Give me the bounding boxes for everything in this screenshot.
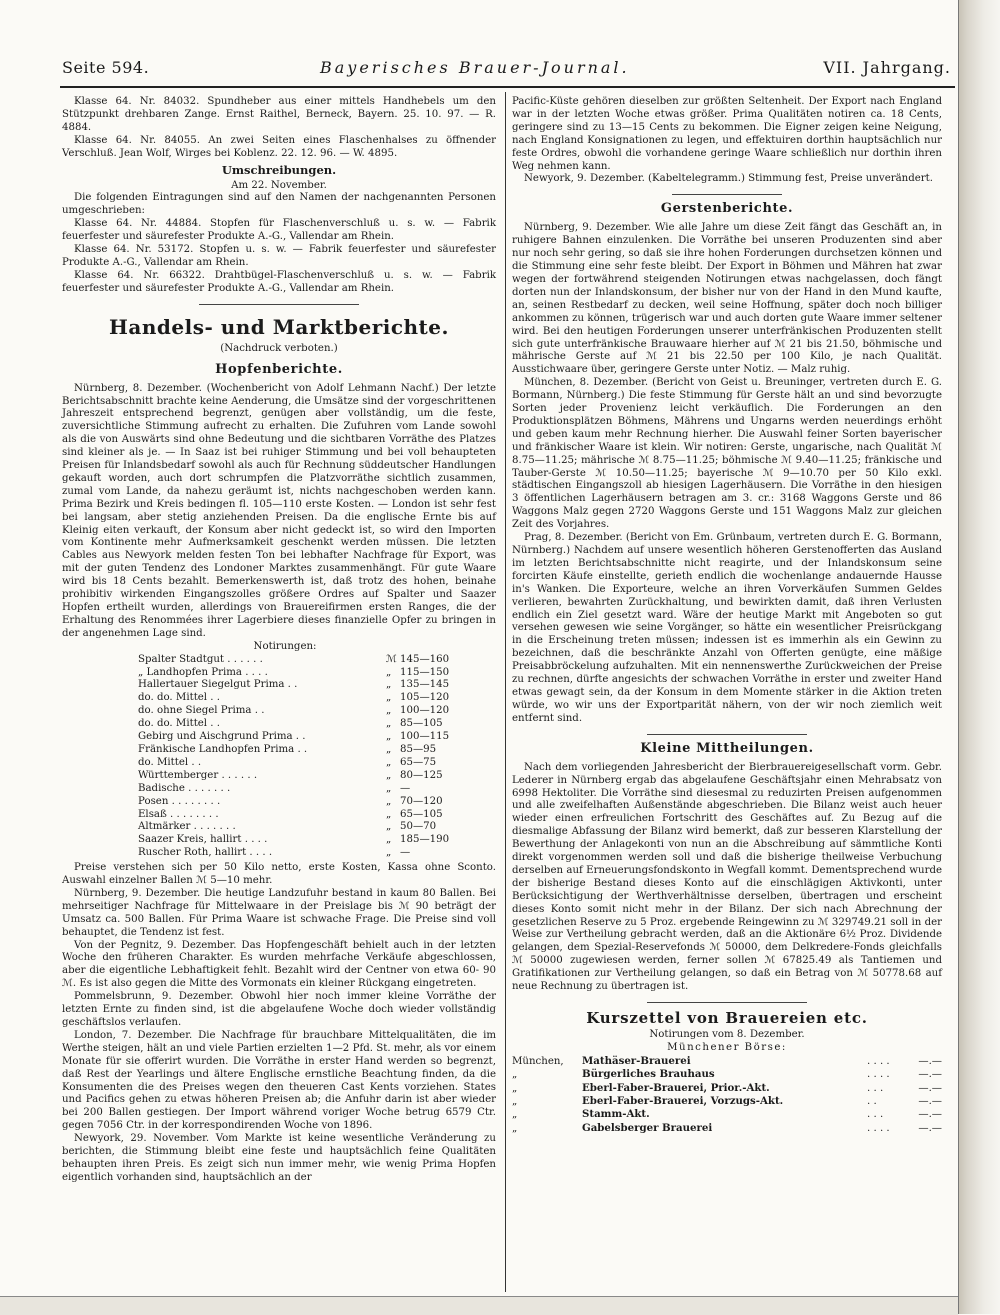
price-range: 80—125 xyxy=(400,769,443,781)
brewery-quote: —.— xyxy=(918,1122,942,1134)
reprint-note: (Nachdruck verboten.) xyxy=(220,342,338,354)
leader-dots: . . . . xyxy=(867,1055,890,1067)
price-currency: ℳ xyxy=(386,653,397,665)
price-currency: „ xyxy=(386,705,392,717)
column-divider xyxy=(505,92,506,1292)
journal-title: Bayerisches Brauer-Journal. xyxy=(320,58,630,77)
umschreibung-entry: Klasse 64. Nr. 53172. Stopfen u. s. w. — Fabrik feuerfester und säurefester Produkte A.-G., Vallendar am Rhein. xyxy=(62,244,496,268)
price-range: 85—105 xyxy=(400,718,443,730)
brewery-quote: —.— xyxy=(918,1055,942,1067)
brewery-name: Bürgerliches Brauhaus xyxy=(582,1068,715,1081)
price-range: 70—120 xyxy=(400,795,443,807)
price-currency: „ xyxy=(386,731,392,743)
price-currency: „ xyxy=(386,847,392,859)
barley-report-muenchen: München, 8. Dezember. (Bericht von Geist u. Breuninger, vertreten durch E. G. Bormann, Nürnberg.) Die feste Stimmung für Gerste hält an und sind bevorzugte Sorten jeder Provenienz leicht verkäuflich. Die Forderungen an den Produktionsplätzen Böhmens, Mährens und Ungarns werden neuerdings erhöht und geben kaum mehr Rechnung hierher. Die Auswahl feiner Sorten bayerischer und fränkischer Waare ist klein. Wir notiren: Gerste, ungarische, nach Qualität ℳ 8.75—11.25; mährische ℳ 8.75—11.25; böhmische ℳ 9.40—11.25; fränkische und Tauber-Gerste ℳ 10.50—11.25; bayerische ℳ 9—10.70 per 50 Kilo exkl. städtischen Eingangszoll ab hiesigen Lagerhäusern. Die Vorräthe in den hiesigen 3 öffentlichen Lagerhäusern betragen am 3. cr.: 3168 Waggons Gerste und 86 Waggons Malz gegen 2720 Waggons Gerste und 151 Waggons Malz zur gleichen Zeit des Vorjahres. xyxy=(512,377,942,531)
brewery-row xyxy=(512,1068,942,1081)
brewery-name: Mathäser-Brauerei xyxy=(582,1054,691,1067)
hop-report-london: London, 7. Dezember. Die Nachfrage für brauchbare Mittelqualitäten, die im Werthe steigen, hält an und viele Partien erzielten 1—2 Pfd. St. mehr, als vor einem Monate für sie offerirt wurden. Die Vorräthe in erster Hand werden so begrenzt, daß Rest der Yearlings und ältere Englische ernstliche Beachtung finden, da die Konsumenten die des Preises wegen den theueren Cast Kents vorziehen. States und Pacifics gehen zu etwas höheren Preisen ab; die Anfuhr darin ist aber wieder bei 200 Ballen gestiegen. Der Import während voriger Woche betrug 6579 Ctr. gegen 7056 Ctr. in der korrespondirenden Woche von 1896. xyxy=(62,1029,496,1132)
leader-dots: . . . . xyxy=(867,1122,890,1134)
brewery-quotes-date: Notirungen vom 8. Dezember. xyxy=(649,1029,805,1040)
newyork-telegram: Newyork, 9. Dezember. (Kabeltelegramm.) Stimmung fest, Preise unverändert. xyxy=(524,173,933,185)
price-currency: „ xyxy=(386,666,392,678)
price-currency: „ xyxy=(386,821,392,833)
brewery-row xyxy=(512,1122,942,1135)
hop-report-nuernberg-2: Nürnberg, 9. Dezember. Die heutige Landzufuhr bestand in kaum 80 Ballen. Bei mehrseitiger Nachfrage für Mittelwaare in der Preislage bis ℳ 90 beträgt der Umsatz ca. 500 Ballen. Für Prima Waare ist schwache Frage. Die Preise sind voll behauptet, die Tendenz ist fest. xyxy=(62,887,496,938)
price-currency: „ xyxy=(386,756,392,768)
right-column xyxy=(512,96,942,1135)
quotations-heading: Notirungen: xyxy=(253,640,317,652)
brewery-city: „ xyxy=(512,1069,518,1081)
price-row xyxy=(138,731,470,744)
brewery-city: „ xyxy=(512,1122,518,1134)
price-variety: do. Mittel . . xyxy=(138,756,202,768)
price-range: — xyxy=(400,782,411,794)
hop-report-pegnitz: Von der Pegnitz, 9. Dezember. Das Hopfengeschäft behielt auch in der letzten Woche den früheren Charakter. Es wurden mehrfache Verkäufe abgeschlossen, aber die eigentliche Lebhaftigkeit fehlt. Bezahlt wird der Centner von etwa 60- 90 ℳ. Es ist also gegen die Mitte des Vormonats ein kleiner Rückgang eingetreten. xyxy=(62,939,496,990)
price-currency: „ xyxy=(386,679,392,691)
brewery-row xyxy=(512,1108,942,1121)
umschreibungen-heading: Umschreibungen. xyxy=(221,162,337,177)
hop-report-pommelsbrunn: Pommelsbrunn, 9. Dezember. Obwohl hier noch immer kleine Vorräthe der letzten Ernte zu finden sind, ist die abgelaufene Woche doch wieder vollständig geschäftslos verlaufen. xyxy=(62,991,496,1028)
section-separator xyxy=(647,1002,807,1003)
patent-entry: Klasse 64. Nr. 84032. Spundheber aus einer mittels Handhebels um den Stützpunkt drehbaren Zange. Ernst Raithel, Berneck, Bayern. 25. 10. 97. — R. 4884. xyxy=(62,96,496,133)
leader-dots: . . . . xyxy=(867,1069,890,1081)
price-currency: „ xyxy=(386,718,392,730)
hop-report-nuernberg: Nürnberg, 8. Dezember. (Wochenbericht von Adolf Lehmann Nachf.) Der letzte Berichtsabschnitt brachte keine Aenderung, die Umsätze sind der vorgeschrittenen Jahreszeit entsprechend begrenzt, genügen aber vollständig, um die feste, zuversichtliche Stimmung aufrecht zu erhalten. Die Zufuhren vom Lande sowohl als die von Auswärts sind ohne Bedeutung und die sichtbaren Vorräthe des Platzes sind kleiner als je. — In Saaz ist bei ruhiger Stimmung und bei voll behaupteten Preisen für Inlandsbedarf sowohl als auch für Rechnung süddeutscher Handlungen gekauft worden, auch dort schrumpfen die Platzvorräthe sichtlich zusammen, zumal vom Lande, da nahezu geräumt ist, nichts nachgeschoben werden kann. Prima Bezirk und Kreis bedingen fl. 105—110 erste Kosten. — London ist sehr fest bei langsam, aber stetig anziehenden Preisen. Da die englische Ernte bis auf Kleinig eiten verkauft, der Konsum aber nicht gedeckt ist, so wird den Importen vom Kontinente mehr Aufmerksamkeit geschenkt werden müssen. Die letzten Cables aus Newyork melden festen Ton bei lebhafter Nachfrage für Export, was mit der guten Tendenz des Londoner Marktes zusammenhängt. Für gute Waare wird bis 18 Cents bezahlt. Bemerkenswerth ist, daß trotz des hohen, beinahe prohibitiv wirkenden Eingangszolles größere Ordres auf Spalter und Saazer Hopfen ertheilt wurden, allerdings von Brauereifirmen ersten Ranges, die der Erhaltung des Renommées ihrer Lagerbiere dieses finanzielle Opfer zu bringen in der angenehmen Lage sind. xyxy=(62,382,496,639)
price-currency: „ xyxy=(386,692,392,704)
hop-report-continuation: Pacific-Küste gehören dieselben zur größten Seltenheit. Der Export nach England war in der letzten Woche etwas größer. Prima Qualitäten notiren ca. 18 Cents, geringere sind zu 13—15 Cents zu bekommen. Die Eigner zeigen keine Neigung, nach England Konsignationen zu legen, und effektuiren dorthin hauptsächlich nur feste Ordres, obwohl die vorhandene geringe Waare schließlich nur dorthin ihren Weg nehmen kann. xyxy=(512,96,942,172)
price-range: 115—150 xyxy=(400,666,450,678)
umschreibungen-date: Am 22. November. xyxy=(231,179,327,191)
section-separator xyxy=(199,304,359,305)
price-variety: Elsaß . . . . . . . . xyxy=(138,808,219,820)
brewery-city: „ xyxy=(512,1109,518,1121)
price-currency: „ xyxy=(386,782,392,794)
price-range: 65—75 xyxy=(400,756,437,768)
price-row xyxy=(138,667,470,680)
price-currency: „ xyxy=(386,769,392,781)
price-range: 100—120 xyxy=(400,705,450,717)
price-variety: do. ohne Siegel Prima . . xyxy=(138,705,265,717)
brewery-quotes-heading: Kurszettel von Brauereien etc. xyxy=(586,1009,868,1027)
leader-dots: . . . xyxy=(867,1109,884,1121)
brewery-name: Eberl-Faber-Brauerei, Prior.-Akt. xyxy=(582,1081,770,1094)
brewery-name: Gabelsberger Brauerei xyxy=(582,1121,713,1134)
brewery-name: Eberl-Faber-Brauerei, Vorzugs-Akt. xyxy=(582,1095,784,1108)
price-row xyxy=(138,718,470,731)
price-variety: Spalter Stadtgut . . . . . . xyxy=(138,653,263,665)
barley-report-prag: Prag, 8. Dezember. (Bericht von Em. Grünbaum, vertreten durch E. G. Bormann, Nürnberg.) Nachdem auf unsere wesentlich höheren Gerstenofferten das Ausland im letzten Berichtsabschnitte nicht reagirte, und der Inlandskonsum seine forcirten Käufe einstellte, gerieth endlich die wochenlange andauernde Hausse in's Wanken. Die Exporteure, welche an ihren Vorverkäufen Summen Geldes verlieren, bewahrten Zurückhaltung, und bewirkten damit, daß ihren Verlusten endlich ein Ziel gesetzt ward. Wäre der heutige Markt mit Angeboten so gut versehen gewesen wie seine Vorgänger, so hätte ein wesentlicher Preisrückgang in die Erscheinung treten müssen; indessen ist es immerhin als ein Gewinn zu bezeichnen, daß die beschränkte Anzahl von Offerten genügte, eine mäßige Preisabbröckelung aufzuhalten. Mit ein nennenswerthe Zurückweichen der Preise zu rechnen, dürfte angesichts der schwachen Vorräthe in erster und zweiter Hand etwas gewagt sein, da der Konsum in dem Momente stärker in die Aktion treten würde, wo wir uns der Exportparität nähern, von der wir noch ziemlich weit entfernt sind. xyxy=(512,532,942,724)
price-row xyxy=(138,679,470,692)
page-number: Seite 594. xyxy=(62,58,150,77)
leader-dots: . . . xyxy=(867,1082,884,1094)
brewery-city: „ xyxy=(512,1096,518,1108)
brewery-row xyxy=(512,1055,942,1068)
brewery-quote: —.— xyxy=(918,1082,942,1094)
price-range: — xyxy=(400,847,411,859)
price-row xyxy=(138,705,470,718)
small-notices-heading: Kleine Mittheilungen. xyxy=(640,740,814,756)
price-variety: Saazer Kreis, hallirt . . . . xyxy=(138,834,268,846)
price-currency: „ xyxy=(386,743,392,755)
price-row xyxy=(138,809,470,822)
price-range: 85—95 xyxy=(400,743,437,755)
price-variety: Württemberger . . . . . . xyxy=(138,769,258,781)
price-range: 105—120 xyxy=(400,692,450,704)
price-variety: Posen . . . . . . . . xyxy=(138,795,221,807)
price-row xyxy=(138,744,470,757)
hop-price-table xyxy=(138,654,470,861)
small-notice-lederer: Nach dem vorliegenden Jahresbericht der Bierbrauereigesellschaft vorm. Gebr. Lederer in Nürnberg ergab das abgelaufene Geschäftsjahr einen Mehrabsatz von 6998 Hektoliter. Die Vorräthe sind diesesmal zu reduzirten Preisen aufgenommen und alle zweifelhaften Außenstände abgeschrieben. Die Bilanz weist auch heuer wieder einen erfreulichen Fortschritt des Geschäftes auf. Zu Bezug auf die diesmalige Abfassung der Bilanz wird bemerkt, daß zur besseren Klarstellung der Bewerthung der Anlagekonti von nun an die Abschreibung auf sämmtliche Konti direkt vorgenommen werden soll und daß die bisherige theilweise Verbuchung derselben auf Erneuerungsfondskonto in Wegfall kommt. Dementsprechend wurde der bisherige Bestand dieses Konto auf die einschlägigen Aktivkonti, unter Berücksichtigung der Werthverhältnisse derselben, übertragen und erscheint dieses Konto somit nicht mehr in der Bilanz. Der sich nach Abrechnung der gesetzlichen Reserve zu 5 Proz. ergebende Reingewinn zu ℳ 329749.21 soll in der Weise zur Vertheilung gebracht werden, daß an die Aktionäre 6½ Proz. Dividende gelangen, dem Spezial-Reservefonds ℳ 50000, dem Delkredere-Fonds gleichfalls ℳ 50000 zugewiesen werden, ferner sollen ℳ 67825.49 als Tantiemen und Gratifikationen zur Vertheilung gelangen, so daß ein Betrag von ℳ 50778.68 auf neue Rechnung zu übertragen ist. xyxy=(512,761,942,993)
volume-year: VII. Jahrgang. xyxy=(823,58,951,77)
barley-report-nuernberg: Nürnberg, 9. Dezember. Wie alle Jahre um diese Zeit fängt das Geschäft an, in ruhigere Bahnen einzulenken. Die Vorräthe bei unseren Produzenten sind aber nur noch sehr gering, so daß sie ihre hohen Forderungen durchsetzen können und die Stimmung eine sehr feste bleibt. Der Export in Böhmen und Mähren hat zwar wegen der fortwährend steigenden Notirungen etwas nachgelassen, doch fängt dorten nun der Inlandskonsum, der bisher nur von der Hand in den Mund kaufte, an, seinen Restbedarf zu decken, weil seine Hoffnung, später doch noch billiger ankommen zu können, trügerisch war und auch dorten gute Waare immer seltener wird. Bei den heutigen Forderungen unserer unterfränkischen Produzenten stellt sich gute unterfränkische Brauwaare hierher auf ℳ 21 bis 21.50, böhmische und mährische Gerste auf ℳ 21 bis 22.50 per 100 Kilo, je nach Qualität. Ausstichwaare über, geringere Gerste unter Notiz. — Malz ruhig. xyxy=(512,222,942,376)
brewery-city: München, xyxy=(512,1055,564,1067)
price-row xyxy=(138,770,470,783)
umschreibung-entry: Klasse 64. Nr. 44884. Stopfen für Flaschenverschluß u. s. w. — Fabrik feuerfester und säurefester Produkte A.-G., Vallendar am Rhein. xyxy=(62,218,496,243)
brewery-name: Stamm-Akt. xyxy=(582,1108,650,1121)
price-range: 135—145 xyxy=(400,679,450,691)
patent-entry: Klasse 64. Nr. 84055. An zwei Seiten eines Flaschenhalses zu öffnender Verschluß. Jean Wolf, Wirges bei Koblenz. 22. 12. 96. — W. 4895. xyxy=(62,134,496,159)
brewery-quote: —.— xyxy=(918,1096,942,1108)
page-bottom-edge xyxy=(0,1296,958,1315)
price-currency: „ xyxy=(386,795,392,807)
price-range: 50—70 xyxy=(400,821,437,833)
price-variety: „ Landhopfen Prima . . . . xyxy=(138,666,268,678)
hop-reports-heading: Hopfenberichte. xyxy=(215,361,343,377)
brewery-quote: —.— xyxy=(918,1069,942,1081)
umschreibungen-intro: Die folgenden Eintragungen sind auf den Namen der nachgenannten Personen umgeschrieben: xyxy=(62,192,496,217)
price-currency: „ xyxy=(386,834,392,846)
price-row xyxy=(138,692,470,705)
price-row xyxy=(138,654,470,667)
price-variety: do. do. Mittel . . xyxy=(138,692,221,704)
brewery-row xyxy=(512,1095,942,1108)
price-row xyxy=(138,834,470,847)
brewery-quote: —.— xyxy=(918,1109,942,1121)
umschreibung-entry: Klasse 64. Nr. 66322. Drahtbügel-Flaschenverschluß u. s. w. — Fabrik feuerfester und säurefester Produkte A.-G., Vallendar am Rhein. xyxy=(62,269,496,294)
price-currency: „ xyxy=(386,808,392,820)
price-variety: do. do. Mittel . . xyxy=(138,718,221,730)
price-range: 145—160 xyxy=(400,653,450,665)
price-row xyxy=(138,783,470,796)
price-range: 65—105 xyxy=(400,808,443,820)
page-binding-edge xyxy=(958,0,1000,1314)
price-range: 185—190 xyxy=(400,834,450,846)
price-row xyxy=(138,757,470,770)
page-header xyxy=(60,52,955,88)
section-separator xyxy=(672,194,782,195)
price-range: 100—115 xyxy=(400,731,450,743)
price-variety: Hallertauer Siegelgut Prima . . xyxy=(138,679,298,691)
munich-exchange-heading: Münchener Börse: xyxy=(667,1041,787,1053)
price-variety: Fränkische Landhopfen Prima . . xyxy=(138,743,308,755)
left-column xyxy=(62,96,496,1185)
hop-report-newyork: Newyork, 29. November. Vom Markte ist keine wesentliche Veränderung zu berichten, die Stimmung bleibt eine feste und hauptsächlich feine Qualitäten behaupten ihren Preis. Es zeigt sich nun immer mehr, wie wenig Prima Hopfen eigentlich vorhanden sind, hauptsächlich an der xyxy=(62,1133,496,1183)
price-row xyxy=(138,796,470,809)
price-variety: Ruscher Roth, hallirt . . . . xyxy=(138,847,273,859)
brewery-row xyxy=(512,1082,942,1095)
price-variety: Badische . . . . . . . xyxy=(138,782,231,794)
market-reports-heading: Handels- und Marktberichte. xyxy=(109,314,449,339)
prices-note: Preise verstehen sich per 50 Kilo netto, erste Kosten, Kassa ohne Sconto. Auswahl einzelner Ballen ℳ 5—10 mehr. xyxy=(62,862,496,887)
brewery-quotes-table xyxy=(512,1055,942,1135)
brewery-city: „ xyxy=(512,1082,518,1094)
barley-reports-heading: Gerstenberichte. xyxy=(660,201,794,217)
price-variety: Gebirg und Aischgrund Prima . . xyxy=(138,731,306,743)
price-row xyxy=(138,821,470,834)
leader-dots: . . xyxy=(867,1096,877,1108)
price-variety: Altmärker . . . . . . . xyxy=(138,821,236,833)
price-row xyxy=(138,847,470,860)
section-separator xyxy=(647,734,807,735)
